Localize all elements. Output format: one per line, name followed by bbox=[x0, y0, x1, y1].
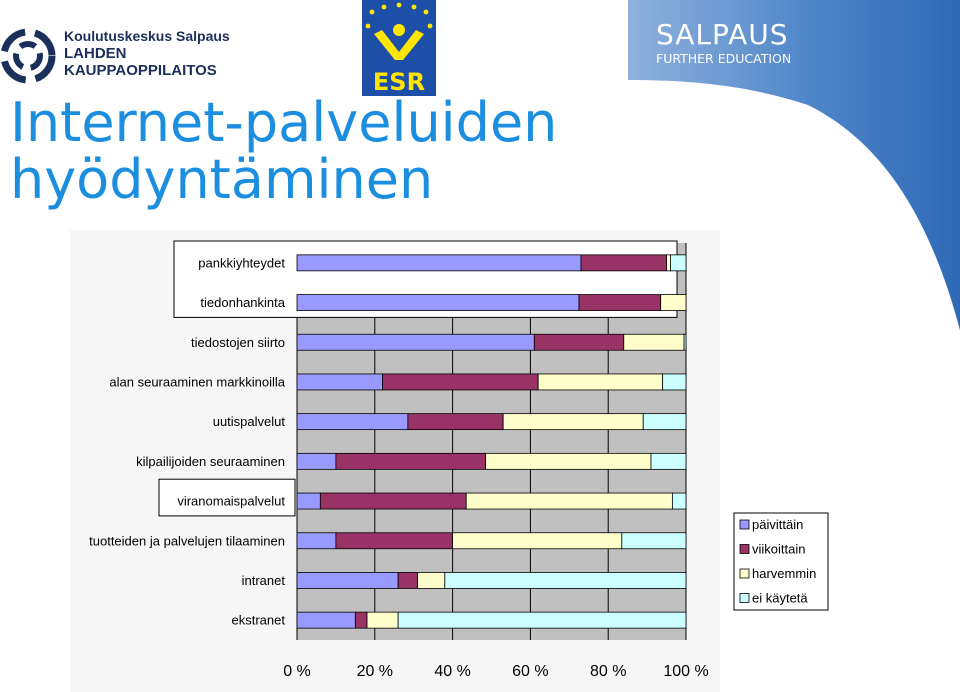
org-name-line1: Koulutuskeskus Salpaus bbox=[64, 28, 230, 44]
bar-segment bbox=[670, 255, 686, 271]
bar-segment bbox=[297, 334, 534, 350]
category-label: tuotteiden ja palvelujen tilaaminen bbox=[89, 533, 285, 549]
category-label: uutispalvelut bbox=[212, 414, 285, 430]
category-label: alan seuraaminen markkinoilla bbox=[109, 374, 285, 390]
bar-segment bbox=[672, 493, 686, 509]
bar-segment bbox=[297, 414, 408, 430]
category-label: ekstranet bbox=[231, 612, 285, 628]
bar-segment bbox=[622, 533, 686, 549]
bar-segment bbox=[367, 612, 398, 628]
bar-segment bbox=[297, 572, 398, 588]
legend-label: viikoittain bbox=[752, 541, 806, 557]
bar-segment bbox=[297, 295, 579, 311]
legend-swatch bbox=[740, 520, 749, 529]
esr-text: ESR bbox=[372, 68, 426, 96]
bar-segment bbox=[579, 295, 661, 311]
bar-segment bbox=[453, 533, 622, 549]
bar-segment bbox=[297, 612, 355, 628]
legend-label: ei käytetä bbox=[752, 590, 808, 606]
bar-segment bbox=[663, 374, 686, 390]
bar-segment bbox=[398, 612, 686, 628]
category-label: pankkiyhteydet bbox=[198, 255, 285, 271]
category-label: kilpailijoiden seuraaminen bbox=[136, 453, 285, 469]
bar-segment bbox=[320, 493, 466, 509]
bar-segment bbox=[581, 255, 667, 271]
bar-segment bbox=[486, 453, 651, 469]
bar-segment bbox=[297, 453, 336, 469]
category-label: intranet bbox=[241, 572, 285, 588]
legend bbox=[734, 513, 828, 610]
bar-segment bbox=[355, 612, 367, 628]
legend-swatch bbox=[740, 569, 749, 578]
bar-segment bbox=[538, 374, 662, 390]
title-line-1: Internet-palveluiden bbox=[10, 91, 558, 154]
bar-segment bbox=[684, 334, 686, 350]
org-name-line3: KAUPPAOPPILAITOS bbox=[64, 62, 217, 79]
category-label: tiedonhankinta bbox=[200, 295, 285, 311]
x-tick-label: 40 % bbox=[434, 663, 471, 680]
x-tick-label: 60 % bbox=[512, 663, 549, 680]
bar-segment bbox=[383, 374, 539, 390]
bar-segment bbox=[418, 572, 445, 588]
x-tick-label: 20 % bbox=[356, 663, 394, 680]
bar-segment bbox=[534, 334, 623, 350]
bar-segment bbox=[297, 533, 336, 549]
bar-segment bbox=[336, 453, 486, 469]
bar-segment bbox=[408, 414, 503, 430]
bar-segment bbox=[667, 255, 671, 271]
legend-swatch bbox=[740, 545, 749, 554]
bar-segment bbox=[643, 414, 686, 430]
legend-swatch bbox=[740, 594, 749, 603]
bar-segment bbox=[651, 453, 686, 469]
bar-segment bbox=[624, 334, 684, 350]
salpaus-brand: SALPAUS bbox=[656, 18, 789, 51]
bar-segment bbox=[297, 255, 581, 271]
x-tick-label: 0 % bbox=[283, 663, 311, 680]
salpaus-brand-sub: FURTHER EDUCATION bbox=[656, 51, 792, 66]
bar-segment bbox=[503, 414, 643, 430]
title-line-2: hyödyntäminen bbox=[10, 148, 434, 211]
category-label: tiedostojen siirto bbox=[191, 334, 285, 350]
legend-label: harvemmin bbox=[752, 566, 817, 581]
x-tick-label: 100 % bbox=[663, 663, 709, 680]
bar-segment bbox=[297, 374, 383, 390]
category-label: viranomaispalvelut bbox=[177, 493, 285, 509]
org-name-line2: LAHDEN bbox=[64, 45, 127, 62]
bar-segment bbox=[398, 572, 417, 588]
bar-segment bbox=[445, 572, 686, 588]
bar-segment bbox=[297, 493, 320, 509]
bar-segment bbox=[466, 493, 672, 509]
legend-label: päivittäin bbox=[752, 517, 804, 532]
x-tick-label: 80 % bbox=[589, 663, 627, 680]
bar-segment bbox=[661, 295, 686, 311]
bar-segment bbox=[336, 533, 453, 549]
